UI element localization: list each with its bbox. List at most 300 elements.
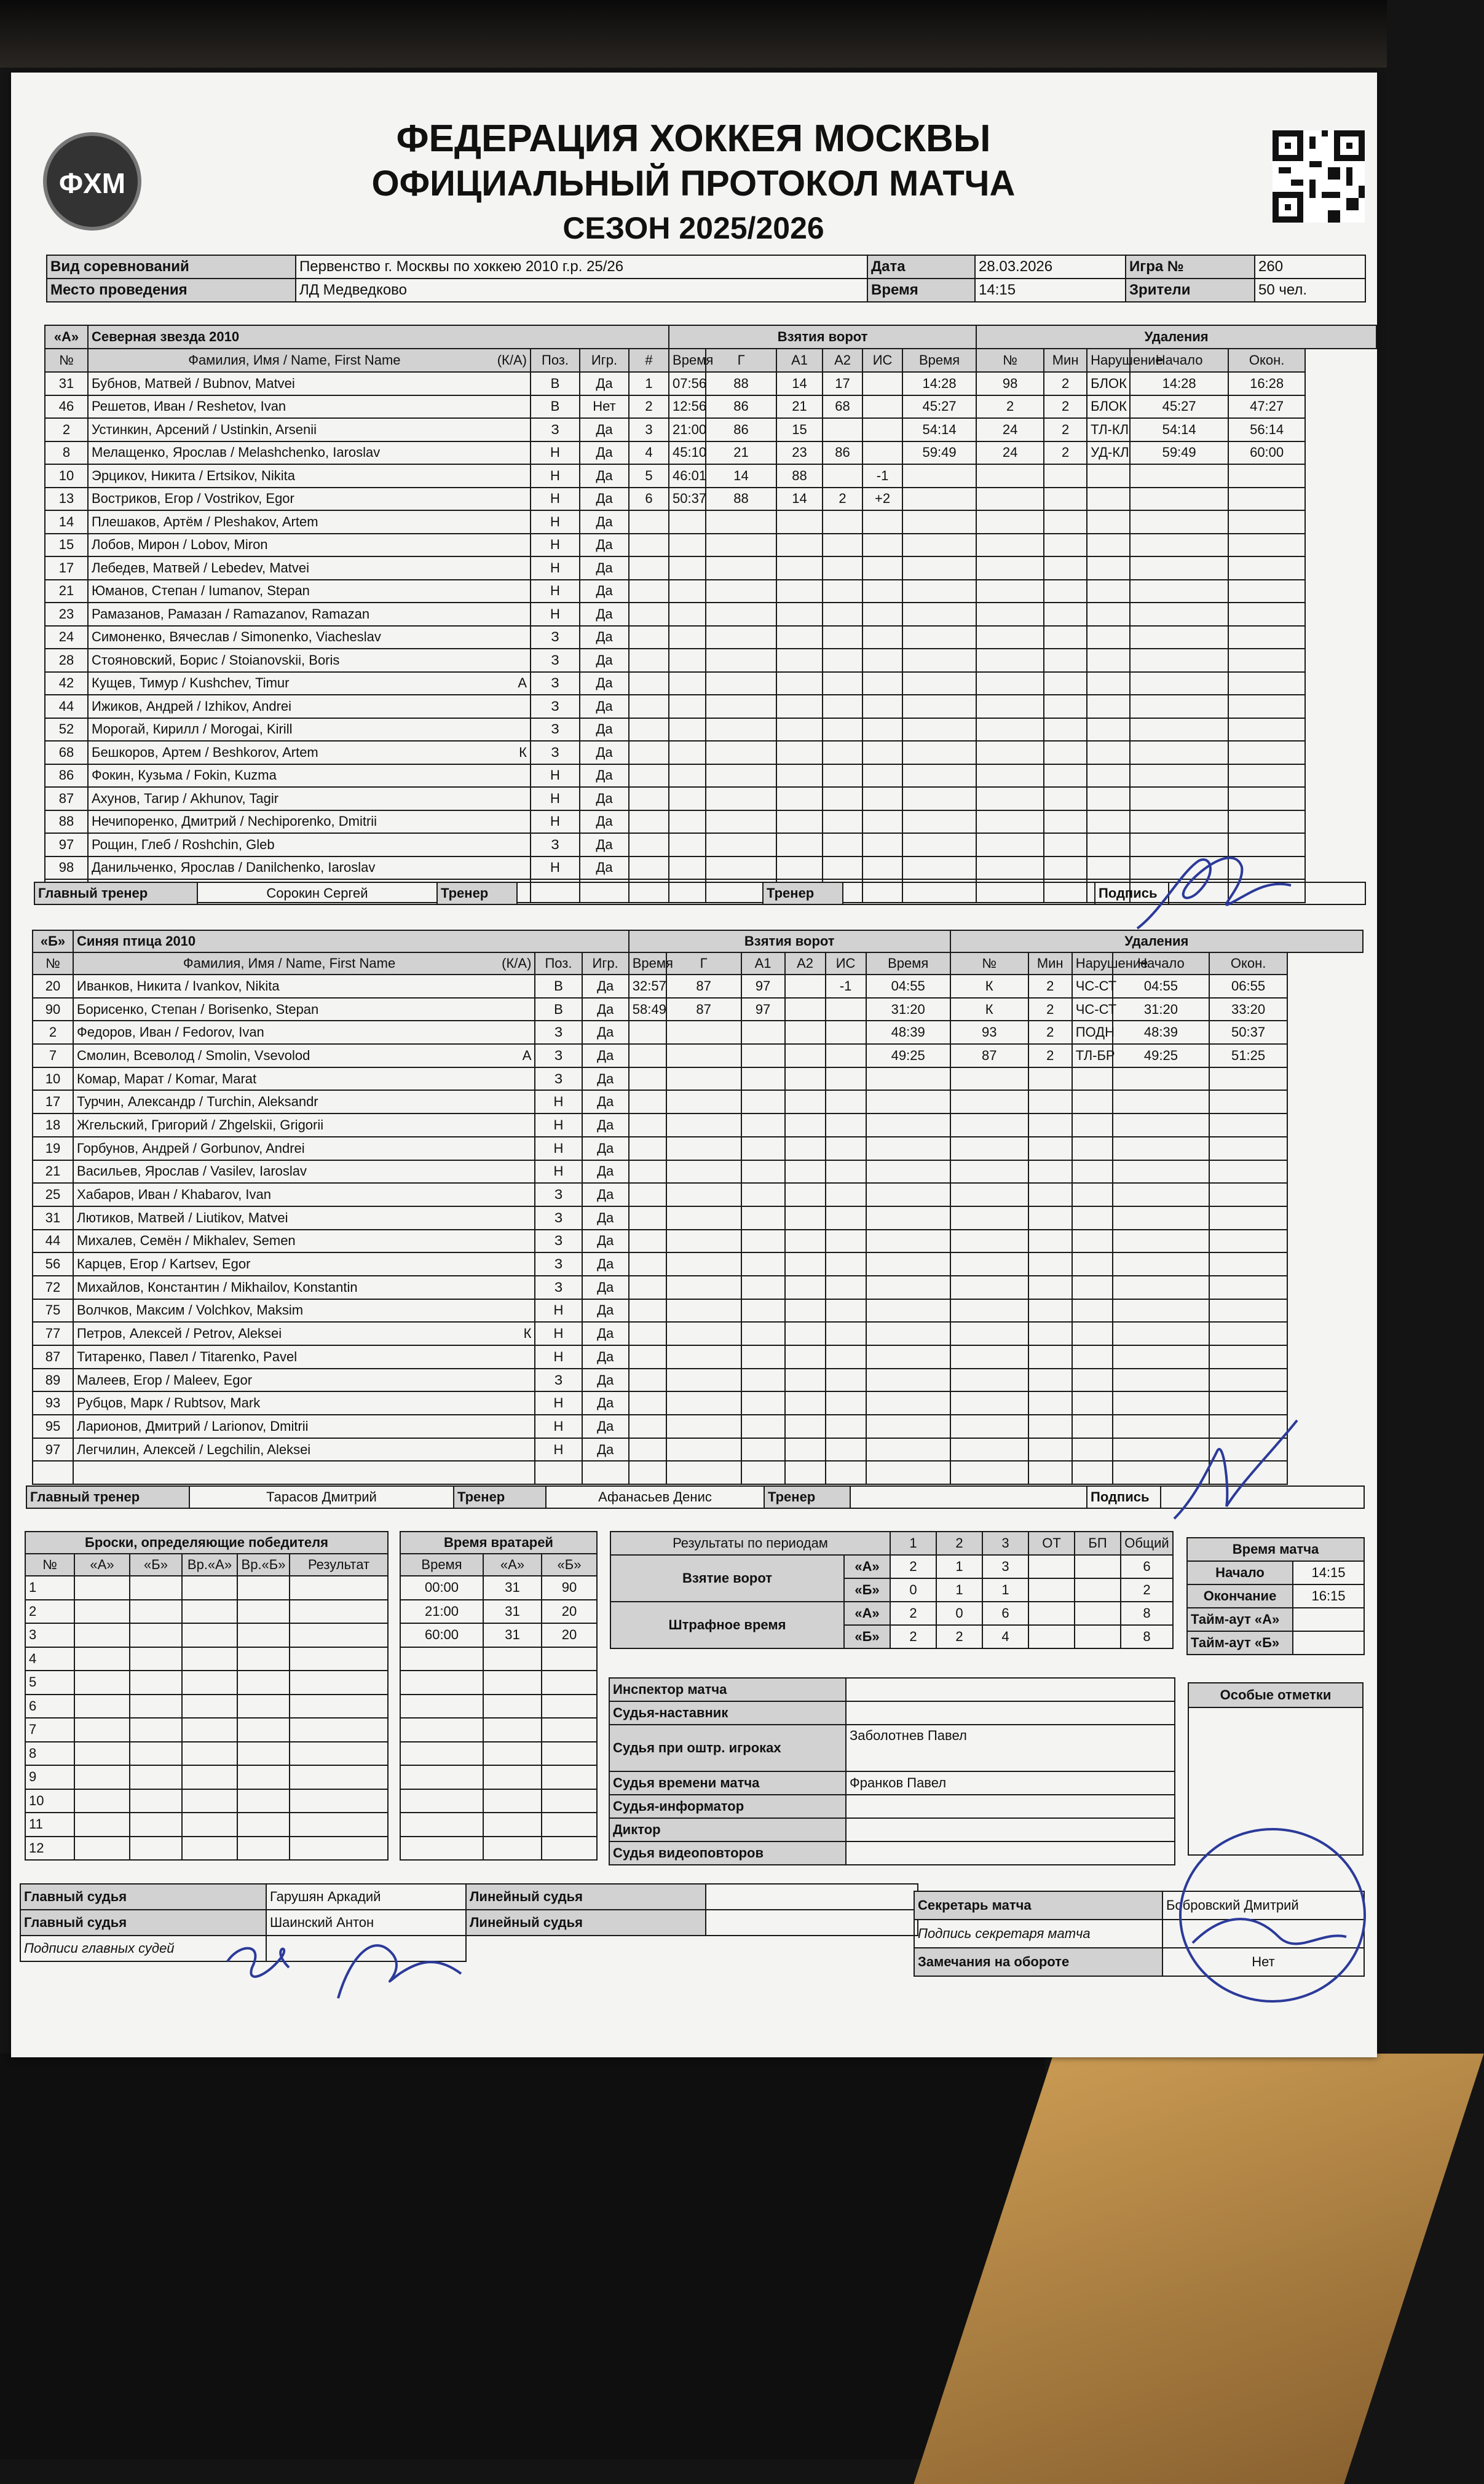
- shootout-cell: [182, 1647, 237, 1671]
- goal-scorer: [666, 1183, 741, 1206]
- goal-assist-2: [823, 695, 862, 718]
- shootout-row: [25, 1718, 388, 1742]
- goal-is: [862, 418, 902, 441]
- goal-is: -1: [862, 464, 902, 488]
- penalty-minutes: [1044, 603, 1087, 626]
- goal-scorer: [666, 1369, 741, 1392]
- shootout-col-result: Результат: [290, 1554, 388, 1576]
- goal-time: [629, 1230, 666, 1253]
- player-name-cell: [88, 810, 531, 834]
- player-name-cell: [88, 833, 531, 856]
- shootout-row: [25, 1647, 388, 1671]
- player-position: Н: [531, 464, 580, 488]
- goal-is: [862, 764, 902, 788]
- penalty-time: [902, 534, 976, 557]
- game-label: Игра №: [1126, 255, 1255, 279]
- empty-cell: [535, 1461, 582, 1484]
- penalty-player: [976, 580, 1044, 603]
- penalty-minutes: [1044, 510, 1087, 534]
- goal-is: [826, 998, 866, 1021]
- player-position: Н: [531, 580, 580, 603]
- goal-assist-1: [741, 1183, 785, 1206]
- team-b-tag: «Б»: [33, 930, 73, 952]
- player-row: [33, 1021, 1363, 1044]
- penalty-start: [1130, 718, 1228, 742]
- col-player-name: [88, 349, 531, 372]
- player-played: Да: [582, 1090, 629, 1113]
- shootout-row: [25, 1623, 388, 1647]
- mentor-label: Судья-наставник: [609, 1701, 846, 1725]
- shootout-cell: [237, 1813, 290, 1837]
- penalty-time: [902, 672, 976, 695]
- goal-time: [629, 1299, 666, 1323]
- goal-is: [826, 1113, 866, 1137]
- penalty-offence: [1072, 1230, 1113, 1253]
- player-row: [45, 764, 1376, 788]
- goalie-change-time: [400, 1813, 483, 1837]
- goal-assist-2: [823, 833, 862, 856]
- col-played: Игр.: [582, 952, 629, 975]
- goal-assist-1: [776, 556, 823, 580]
- penalty-end: [1228, 580, 1305, 603]
- penalty-start: [1130, 649, 1228, 672]
- shootout-cell: [130, 1600, 182, 1624]
- player-name: Турчин, Александр / Turchin, Aleksandr: [77, 1094, 318, 1109]
- team-b-coach-label-2: Тренер: [764, 1486, 850, 1508]
- referee-signature-marks: [215, 1918, 473, 2011]
- penalty-minutes: [1028, 1252, 1072, 1276]
- player-position: З: [535, 1369, 582, 1392]
- penalty-start: [1130, 810, 1228, 834]
- goal-is: [862, 441, 902, 465]
- goal-assist-1: [776, 626, 823, 649]
- penalty-start: [1130, 464, 1228, 488]
- informer-value: [846, 1795, 1175, 1818]
- goal-time: [669, 787, 706, 810]
- goal-assist-2: [785, 1113, 826, 1137]
- goal-assist-2: 2: [823, 488, 862, 511]
- shootout-number: 1: [25, 1576, 74, 1600]
- player-played: Да: [582, 1369, 629, 1392]
- col-goal-scorer: Г: [706, 349, 776, 372]
- player-position: Н: [535, 1415, 582, 1438]
- goal-number: [629, 695, 669, 718]
- col-pen-minutes: Мин: [1028, 952, 1072, 975]
- penalty-time: [866, 1345, 950, 1369]
- shootout-cell: [130, 1765, 182, 1789]
- empty-cell: [741, 1461, 785, 1484]
- shootout-row: [25, 1576, 388, 1600]
- goal-assist-1: [741, 1438, 785, 1462]
- player-number: 2: [33, 1021, 73, 1044]
- shootout-cell: [290, 1742, 388, 1766]
- shootout-cell: [130, 1695, 182, 1719]
- player-name: Иванков, Никита / Ivankov, Nikita: [77, 978, 280, 994]
- goals-a-so: [1075, 1555, 1121, 1578]
- penalty-player: [976, 787, 1044, 810]
- captain-mark: К: [524, 1327, 532, 1340]
- penalty-offence: [1087, 695, 1130, 718]
- penalty-minutes: [1044, 649, 1087, 672]
- goal-is: [862, 672, 902, 695]
- goal-assist-1: 88: [776, 464, 823, 488]
- match-time-title: Время матча: [1187, 1538, 1364, 1561]
- player-row: [45, 556, 1376, 580]
- goals-a-p2: 1: [936, 1555, 982, 1578]
- goalie-change-time: 00:00: [400, 1576, 483, 1600]
- goal-is: [862, 856, 902, 880]
- penalty-time: 31:20: [866, 998, 950, 1021]
- goal-time: 50:37: [669, 488, 706, 511]
- player-name: Нечипоренко, Дмитрий / Nechiporenko, Dmitrii: [92, 813, 377, 829]
- penalty-time: 14:28: [902, 372, 976, 395]
- penalty-minutes: 2: [1028, 975, 1072, 998]
- penalty-minutes: [1044, 833, 1087, 856]
- goal-number: [629, 741, 669, 764]
- player-row: [45, 418, 1376, 441]
- player-played: Нет: [580, 395, 629, 419]
- player-position: В: [531, 372, 580, 395]
- shootout-cell: [237, 1718, 290, 1742]
- col-pen-start: Начало: [1130, 349, 1228, 372]
- penalty-offence: [1072, 1090, 1113, 1113]
- player-played: Да: [582, 1044, 629, 1067]
- player-name: Хабаров, Иван / Khabarov, Ivan: [77, 1187, 271, 1202]
- player-number: 13: [45, 488, 88, 511]
- player-name-cell: [88, 764, 531, 788]
- federation-title: ФЕДЕРАЦИЯ ХОККЕЯ МОСКВЫ: [0, 117, 1387, 160]
- goal-scorer: [706, 787, 776, 810]
- goal-assist-1: [741, 1230, 785, 1253]
- goal-time: 07:56: [669, 372, 706, 395]
- secretary-signature-marks: [1168, 1808, 1365, 2017]
- player-played: Да: [582, 1183, 629, 1206]
- shootout-row: [25, 1600, 388, 1624]
- player-number: 23: [45, 603, 88, 626]
- goal-number: [629, 856, 669, 880]
- penalty-start: [1113, 1322, 1209, 1345]
- penalty-time: [902, 556, 976, 580]
- penalty-minutes: [1044, 672, 1087, 695]
- goal-is: [862, 603, 902, 626]
- goal-scorer: [706, 534, 776, 557]
- penalty-end: [1228, 534, 1305, 557]
- player-played: Да: [580, 372, 629, 395]
- goals-team-a-label: «А»: [844, 1555, 890, 1578]
- penalty-offence: [1087, 764, 1130, 788]
- penalty-offence: [1087, 488, 1130, 511]
- game-value: 260: [1255, 255, 1365, 279]
- player-number: 18: [33, 1113, 73, 1137]
- goal-assist-2: [823, 787, 862, 810]
- player-name: Стояновский, Борис / Stoianovskii, Boris: [92, 652, 339, 668]
- col-offence: Нарушение: [1072, 952, 1113, 975]
- goal-assist-1: [741, 1415, 785, 1438]
- team-b-penalties-header: Удаления: [950, 930, 1363, 952]
- goal-is: [826, 1299, 866, 1323]
- penalty-player: [950, 1252, 1028, 1276]
- penalty-player: [950, 1345, 1028, 1369]
- player-name-cell: [73, 1137, 535, 1160]
- shootout-cell: [130, 1671, 182, 1695]
- player-name-cell: [88, 395, 531, 419]
- penalty-offence: [1072, 1067, 1113, 1091]
- player-number: 72: [33, 1276, 73, 1299]
- penalty-minutes: [1044, 787, 1087, 810]
- goalie-team-b: [542, 1837, 597, 1861]
- team-a-coach-label-2: Тренер: [763, 882, 843, 904]
- player-name-cell: [73, 1090, 535, 1113]
- goal-number: 4: [629, 441, 669, 465]
- goalie-row: [400, 1789, 597, 1813]
- goal-is: [862, 510, 902, 534]
- col-goal-scorer: Г: [666, 952, 741, 975]
- penalty-offence: [1072, 1276, 1113, 1299]
- penalty-start: [1130, 787, 1228, 810]
- penalty-player: К: [950, 998, 1028, 1021]
- player-number: 7: [33, 1044, 73, 1067]
- video-judge-value: [846, 1841, 1175, 1865]
- empty-row: [33, 1461, 1363, 1484]
- goalies-col-a: «А»: [483, 1554, 542, 1576]
- penalty-offence: УД-КЛ: [1087, 441, 1130, 465]
- goal-assist-2: [823, 810, 862, 834]
- penalty-start: [1113, 1067, 1209, 1091]
- goal-is: [826, 1391, 866, 1415]
- player-number: 28: [45, 649, 88, 672]
- penalty-offence: [1087, 856, 1130, 880]
- penalty-time: [866, 1113, 950, 1137]
- penalty-start: [1113, 1160, 1209, 1184]
- penalty-offence: [1072, 1322, 1113, 1345]
- player-position: З: [531, 718, 580, 742]
- team-b-table: [32, 930, 1364, 1485]
- inspector-label: Инспектор матча: [609, 1678, 846, 1701]
- shootout-row: [25, 1813, 388, 1837]
- linesman-label-1: Линейный судья: [466, 1884, 706, 1910]
- goalie-change-time: [400, 1765, 483, 1789]
- goal-number: [629, 626, 669, 649]
- player-played: Да: [582, 998, 629, 1021]
- player-name: Плешаков, Артём / Pleshakov, Artem: [92, 514, 318, 529]
- goal-assist-1: [741, 1299, 785, 1323]
- penalty-start: [1130, 741, 1228, 764]
- penalty-minutes: [1028, 1438, 1072, 1462]
- penalty-end: [1209, 1067, 1287, 1091]
- goal-scorer: [666, 1137, 741, 1160]
- timekeeper-value: Франков Павел: [846, 1771, 1175, 1795]
- player-position: Н: [535, 1438, 582, 1462]
- player-played: Да: [580, 534, 629, 557]
- shootout-cell: [130, 1813, 182, 1837]
- announcer-label: Диктор: [609, 1818, 846, 1841]
- player-number: 93: [33, 1391, 73, 1415]
- goal-is: [826, 1322, 866, 1345]
- penalty-end: [1228, 695, 1305, 718]
- goal-time: [629, 1183, 666, 1206]
- goal-scorer: [706, 556, 776, 580]
- player-played: Да: [580, 464, 629, 488]
- goal-time: [669, 764, 706, 788]
- goal-is: [826, 1230, 866, 1253]
- player-row: [33, 1137, 1363, 1160]
- player-name-cell: [88, 695, 531, 718]
- player-played: Да: [580, 441, 629, 465]
- goal-scorer: [706, 649, 776, 672]
- shootout-cell: [74, 1600, 130, 1624]
- player-number: 44: [33, 1230, 73, 1253]
- player-row: [33, 1183, 1363, 1206]
- goalie-row: [400, 1718, 597, 1742]
- team-a-head-coach: Сорокин Сергей: [197, 882, 437, 904]
- player-name-cell: [73, 1252, 535, 1276]
- player-position: З: [535, 1021, 582, 1044]
- penalty-minutes: [1028, 1183, 1072, 1206]
- penalty-offence: [1087, 510, 1130, 534]
- team-a-coach-1: [517, 882, 763, 904]
- penalty-time: [902, 649, 976, 672]
- penalty-minutes: [1028, 1137, 1072, 1160]
- penalty-end: [1228, 649, 1305, 672]
- penalty-time: [902, 464, 976, 488]
- penalty-player: [976, 488, 1044, 511]
- goal-scorer: [666, 1415, 741, 1438]
- period-2-header: 2: [936, 1532, 982, 1555]
- player-played: Да: [582, 1438, 629, 1462]
- goal-scorer: [666, 1090, 741, 1113]
- goal-is: [826, 1183, 866, 1206]
- notes-title: Особые отметки: [1188, 1683, 1363, 1707]
- player-name: Борисенко, Степан / Borisenko, Stepan: [77, 1002, 318, 1017]
- shootout-row: [25, 1742, 388, 1766]
- shootout-table: [25, 1531, 389, 1861]
- goalie-team-a: [483, 1813, 542, 1837]
- goal-scorer: [706, 764, 776, 788]
- empty-cell: [73, 1461, 535, 1484]
- col-pen-time: Время: [902, 349, 976, 372]
- penalty-minutes: [1028, 1160, 1072, 1184]
- player-row: [45, 603, 1376, 626]
- goal-assist-2: [785, 1299, 826, 1323]
- penalty-offence: [1087, 718, 1130, 742]
- player-played: Да: [580, 626, 629, 649]
- penalty-end: [1209, 1391, 1287, 1415]
- player-name: Мелащенко, Ярослав / Melashchenko, Iaroslav: [92, 445, 380, 460]
- player-played: Да: [582, 1206, 629, 1230]
- penalty-start: [1113, 1137, 1209, 1160]
- player-name: Бешкоров, Артем / Beshkorov, Artem: [92, 745, 318, 760]
- player-number: 15: [45, 534, 88, 557]
- team-a-coach-2: [843, 882, 1095, 904]
- team-b-head-coach: Тарасов Дмитрий: [189, 1486, 454, 1508]
- secretary-label: Секретарь матча: [914, 1891, 1162, 1920]
- player-row: [33, 1160, 1363, 1184]
- goal-is: [826, 1160, 866, 1184]
- penalty-offence: [1072, 1369, 1113, 1392]
- penalty-end: [1228, 603, 1305, 626]
- penalty-end: [1209, 1345, 1287, 1369]
- goal-time: [669, 649, 706, 672]
- penalty-player: [976, 764, 1044, 788]
- player-row: [33, 1299, 1363, 1323]
- player-position: Н: [535, 1299, 582, 1323]
- timeout-b-label: Тайм-аут «Б»: [1187, 1631, 1293, 1655]
- goalie-change-time: [400, 1789, 483, 1813]
- penalty-start: [1113, 1183, 1209, 1206]
- shootout-number: 7: [25, 1718, 74, 1742]
- team-b-goals-header: Взятия ворот: [629, 930, 950, 952]
- player-number: 10: [45, 464, 88, 488]
- goal-time: [629, 1345, 666, 1369]
- team-a-head-coach-label: Главный тренер: [34, 882, 197, 904]
- penalty-time: 45:27: [902, 395, 976, 419]
- penalty-time: [866, 1160, 950, 1184]
- player-position: З: [531, 649, 580, 672]
- penalty-box-value: Заболотнев Павел: [846, 1725, 1175, 1771]
- goalie-team-b: [542, 1671, 597, 1695]
- penalty-start: 54:14: [1130, 418, 1228, 441]
- penalty-end: 56:14: [1228, 418, 1305, 441]
- goalie-row: [400, 1576, 597, 1600]
- goal-assist-1: [776, 856, 823, 880]
- goal-assist-2: [823, 464, 862, 488]
- goal-is: [862, 395, 902, 419]
- player-name-cell: [88, 672, 531, 695]
- player-name: Карцев, Егор / Kartsev, Egor: [77, 1256, 250, 1272]
- penalty-offence: [1087, 534, 1130, 557]
- player-played: Да: [580, 856, 629, 880]
- goal-number: [629, 672, 669, 695]
- goals-b-total: 2: [1121, 1578, 1173, 1602]
- shootout-cell: [130, 1576, 182, 1600]
- goal-scorer: [706, 695, 776, 718]
- goal-scorer: [666, 1021, 741, 1044]
- player-number: 8: [45, 441, 88, 465]
- goal-time: [629, 1021, 666, 1044]
- goal-time: [629, 1391, 666, 1415]
- penalty-minutes: [1028, 1276, 1072, 1299]
- shootout-cell: [290, 1623, 388, 1647]
- goal-scorer: [666, 1345, 741, 1369]
- goal-time: [669, 695, 706, 718]
- penalty-minutes: 2: [1028, 998, 1072, 1021]
- col-name-label: Фамилия, Имя / Name, First Name: [188, 352, 400, 368]
- goal-assist-1: [741, 1113, 785, 1137]
- goal-assist-2: [785, 1090, 826, 1113]
- goal-assist-2: [785, 1438, 826, 1462]
- player-name-cell: [73, 1113, 535, 1137]
- goal-scorer: [666, 1299, 741, 1323]
- player-row: [33, 1345, 1363, 1369]
- team-b-signature-label: Подпись: [1087, 1486, 1161, 1508]
- player-name-cell: [73, 1438, 535, 1462]
- col-name-label: Фамилия, Имя / Name, First Name: [183, 955, 395, 971]
- penalty-player: [950, 1206, 1028, 1230]
- shootout-cell: [130, 1718, 182, 1742]
- player-number: 52: [45, 718, 88, 742]
- penalty-start: [1130, 534, 1228, 557]
- shootout-number: 12: [25, 1837, 74, 1861]
- penalty-offence: [1087, 672, 1130, 695]
- match-start-label: Начало: [1187, 1561, 1293, 1584]
- penalty-player: [976, 649, 1044, 672]
- penalty-offence: ПОДН: [1072, 1021, 1113, 1044]
- remarks-value: Нет: [1162, 1948, 1364, 1976]
- goal-scorer: [666, 1391, 741, 1415]
- goal-scorer: [706, 856, 776, 880]
- goal-assist-1: [741, 1369, 785, 1392]
- player-row: [33, 1252, 1363, 1276]
